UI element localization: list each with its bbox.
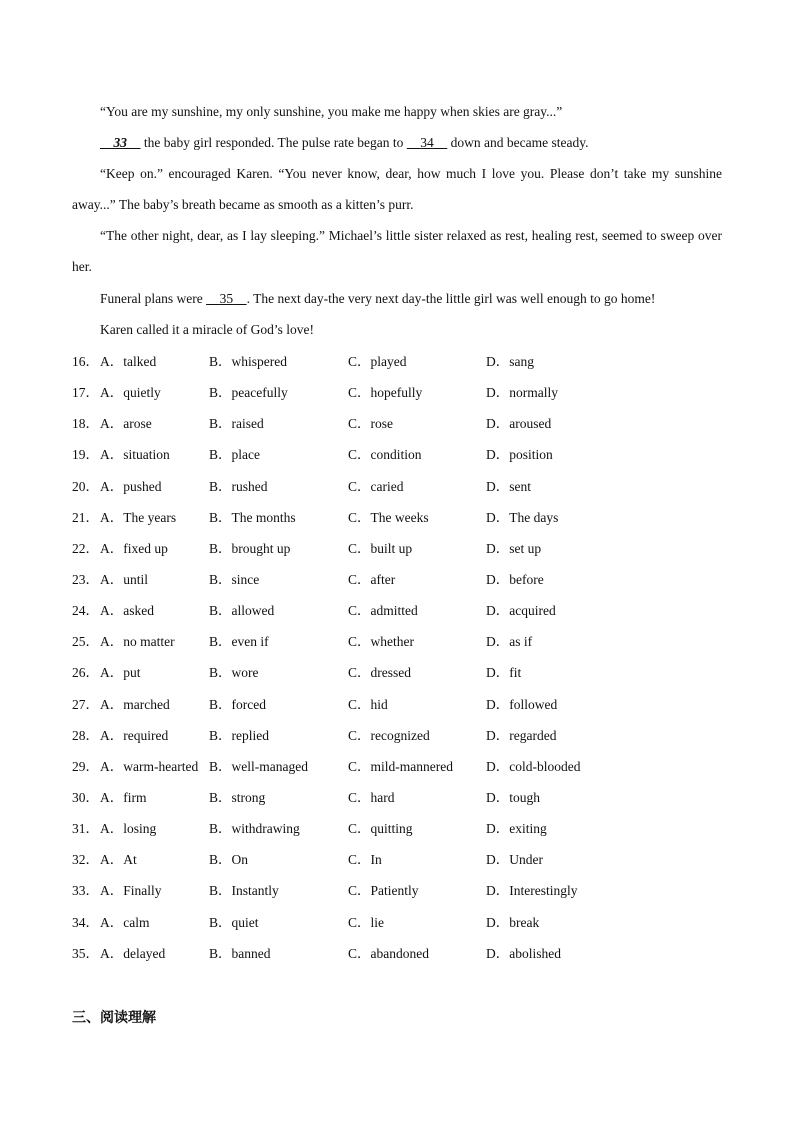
option-b: B．replied bbox=[209, 727, 269, 743]
blank-34 bbox=[407, 135, 448, 150]
passage-line-1 bbox=[72, 96, 722, 127]
option-d: D．exiting bbox=[486, 821, 547, 837]
question-number: 29． bbox=[72, 758, 99, 774]
option-d: D．break bbox=[486, 914, 540, 930]
option-a: A．marched bbox=[100, 696, 170, 712]
option-d: D．Under bbox=[486, 852, 543, 868]
question-number: 19． bbox=[72, 447, 99, 463]
option-c: C．hard bbox=[348, 789, 395, 805]
blank-35 bbox=[206, 291, 247, 306]
option-d: D．sent bbox=[486, 478, 531, 494]
option-c: C．dressed bbox=[348, 665, 411, 681]
option-d: D．sang bbox=[486, 354, 534, 369]
option-a: A．firm bbox=[100, 789, 147, 805]
option-c: C．built up bbox=[348, 540, 413, 556]
question-number: 25． bbox=[72, 634, 99, 650]
question-row bbox=[72, 502, 732, 533]
question-number: 18． bbox=[72, 416, 99, 432]
option-b: B．forced bbox=[209, 696, 266, 712]
option-d: D．set up bbox=[486, 540, 542, 556]
option-c: C．hid bbox=[348, 696, 388, 712]
option-b: B．raised bbox=[209, 416, 264, 432]
question-options-list bbox=[72, 346, 732, 969]
question-number: 16． bbox=[72, 354, 99, 369]
question-row bbox=[72, 782, 732, 813]
option-a: A．pushed bbox=[100, 478, 162, 494]
option-c: C．whether bbox=[348, 634, 414, 650]
question-row bbox=[72, 844, 732, 875]
blank-number: 35 bbox=[219, 291, 234, 306]
passage-paragraph-4: “The other night, dear, as I lay sleeping.” Michael’s little sister relaxed as rest, healing rest, seemed to sweep over her. bbox=[72, 228, 722, 274]
question-row bbox=[72, 657, 732, 688]
option-c: C．admitted bbox=[348, 603, 418, 619]
option-c: C．after bbox=[348, 571, 396, 587]
question-number: 34． bbox=[72, 914, 99, 930]
section-heading: 三、阅读理解 bbox=[72, 1010, 156, 1026]
option-d: D．fit bbox=[486, 665, 522, 681]
question-number: 27． bbox=[72, 696, 99, 712]
question-number: 20． bbox=[72, 478, 99, 494]
question-number: 21． bbox=[72, 509, 99, 525]
option-b: B．place bbox=[209, 447, 260, 463]
blank-number: 33 bbox=[113, 135, 127, 150]
question-number: 28． bbox=[72, 727, 99, 743]
passage-text: . The next day-the very next day-the little girl was well enough to go home! bbox=[246, 291, 656, 306]
question-row bbox=[72, 408, 732, 439]
option-b: B．The months bbox=[209, 509, 296, 525]
passage-text: down and became steady. bbox=[447, 135, 589, 150]
option-b: B．banned bbox=[209, 945, 271, 961]
option-b: B．rushed bbox=[209, 478, 268, 494]
question-row bbox=[72, 689, 732, 720]
question-number: 30． bbox=[72, 789, 99, 805]
passage-text: “You are my sunshine, my only sunshine, you make me happy when skies are gray...” bbox=[100, 104, 563, 119]
option-b: B．brought up bbox=[209, 540, 291, 556]
option-c: C．played bbox=[348, 354, 407, 369]
question-number: 31． bbox=[72, 821, 99, 837]
question-row bbox=[72, 377, 732, 408]
option-d: D．abolished bbox=[486, 945, 561, 961]
option-b: B．whispered bbox=[209, 354, 287, 369]
option-b: B．peacefully bbox=[209, 385, 288, 401]
passage-line-6: Karen called it a miracle of God’s love! bbox=[100, 322, 315, 337]
option-c: C．rose bbox=[348, 416, 393, 432]
question-row bbox=[72, 595, 732, 626]
question-row bbox=[72, 564, 732, 595]
question-row bbox=[72, 907, 732, 938]
option-b: B．strong bbox=[209, 789, 266, 805]
passage-line-2 bbox=[72, 127, 722, 158]
question-number: 33． bbox=[72, 883, 99, 899]
option-d: D．aroused bbox=[486, 416, 552, 432]
question-number: 32． bbox=[72, 852, 99, 868]
option-b: B．Instantly bbox=[209, 883, 279, 899]
question-number: 22． bbox=[72, 540, 99, 556]
option-c: C．In bbox=[348, 852, 382, 868]
option-c: C．abandoned bbox=[348, 945, 429, 961]
question-number: 23． bbox=[72, 571, 99, 587]
option-b: B．wore bbox=[209, 665, 259, 681]
question-row bbox=[72, 471, 732, 502]
option-c: C．caried bbox=[348, 478, 404, 494]
option-d: D．followed bbox=[486, 696, 558, 712]
option-b: B．since bbox=[209, 571, 260, 587]
option-a: A．talked bbox=[100, 354, 157, 369]
option-d: D．Interestingly bbox=[486, 883, 578, 899]
option-c: C．mild-mannered bbox=[348, 758, 453, 774]
option-b: B．well-managed bbox=[209, 758, 308, 774]
blank-number: 34 bbox=[420, 135, 434, 150]
option-d: D．regarded bbox=[486, 727, 557, 743]
passage-text: Funeral plans were bbox=[100, 291, 207, 306]
option-a: A．fixed up bbox=[100, 540, 168, 556]
option-c: C．condition bbox=[348, 447, 422, 463]
option-a: A．losing bbox=[100, 821, 157, 837]
question-row bbox=[72, 626, 732, 657]
question-row bbox=[72, 439, 732, 470]
option-a: A．At bbox=[100, 852, 137, 868]
option-a: A．The years bbox=[100, 509, 177, 525]
question-row bbox=[72, 533, 732, 564]
option-b: B．withdrawing bbox=[209, 821, 300, 837]
option-a: A．asked bbox=[100, 603, 154, 619]
question-row bbox=[72, 720, 732, 751]
option-a: A．Finally bbox=[100, 883, 162, 899]
option-d: D．normally bbox=[486, 385, 558, 401]
option-c: C．The weeks bbox=[348, 509, 429, 525]
option-d: D．position bbox=[486, 447, 553, 463]
question-row bbox=[72, 938, 732, 969]
option-a: A．required bbox=[100, 727, 169, 743]
option-a: A．quietly bbox=[100, 385, 161, 401]
option-c: C．quitting bbox=[348, 821, 413, 837]
question-number: 17． bbox=[72, 385, 99, 401]
option-b: B．On bbox=[209, 852, 249, 868]
option-a: A．delayed bbox=[100, 945, 166, 961]
option-d: D．tough bbox=[486, 789, 540, 805]
option-b: B．even if bbox=[209, 634, 269, 650]
option-a: A．no matter bbox=[100, 634, 175, 650]
option-a: A．warm-hearted bbox=[100, 758, 199, 774]
question-row bbox=[72, 346, 732, 377]
passage-paragraph-3: “Keep on.” encouraged Karen. “You never know, dear, how much I love you. Please don’t take my sunshine away...” The baby’s breath became as smooth as a kitten’s purr. bbox=[72, 166, 722, 212]
blank-33 bbox=[100, 135, 141, 150]
question-row bbox=[72, 813, 732, 844]
question-row bbox=[72, 751, 732, 782]
option-a: A．until bbox=[100, 571, 149, 587]
option-a: A．arose bbox=[100, 416, 152, 432]
option-a: A．situation bbox=[100, 447, 170, 463]
option-d: D．before bbox=[486, 571, 544, 587]
option-b: B．quiet bbox=[209, 914, 259, 930]
question-number: 35． bbox=[72, 945, 99, 961]
option-b: B．allowed bbox=[209, 603, 275, 619]
question-number: 24． bbox=[72, 603, 99, 619]
option-a: A．put bbox=[100, 665, 141, 681]
passage-text: the baby girl responded. The pulse rate began to bbox=[140, 135, 407, 150]
question-row bbox=[72, 875, 732, 906]
option-a: A．calm bbox=[100, 914, 150, 930]
option-c: C．lie bbox=[348, 914, 384, 930]
question-number: 26． bbox=[72, 665, 99, 681]
option-c: C．hopefully bbox=[348, 385, 423, 401]
option-d: D．as if bbox=[486, 634, 533, 650]
option-c: C．Patiently bbox=[348, 883, 419, 899]
passage-line-5 bbox=[72, 283, 722, 314]
option-d: D．acquired bbox=[486, 603, 556, 619]
option-d: D．cold-blooded bbox=[486, 758, 581, 774]
option-c: C．recognized bbox=[348, 727, 430, 743]
option-d: D．The days bbox=[486, 509, 559, 525]
